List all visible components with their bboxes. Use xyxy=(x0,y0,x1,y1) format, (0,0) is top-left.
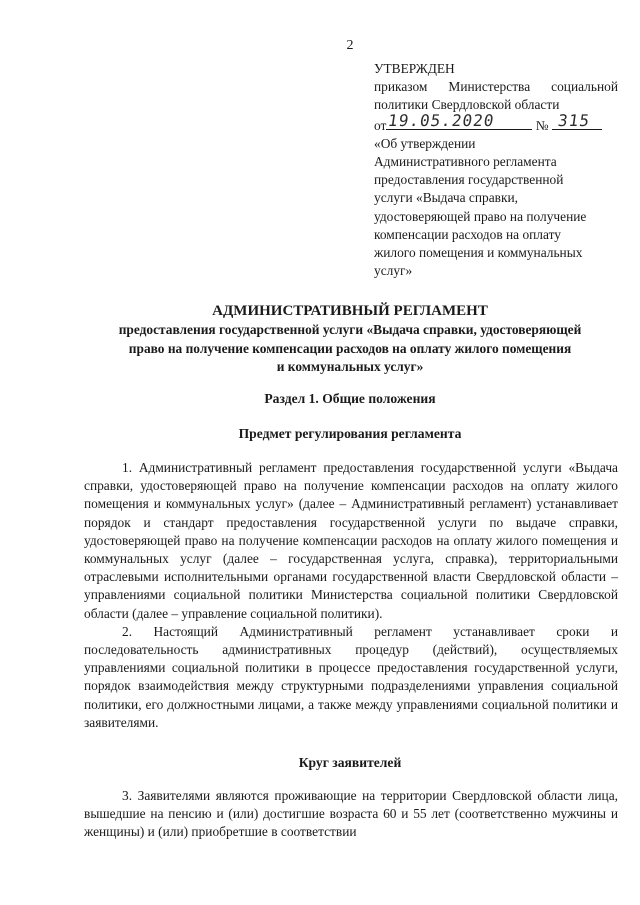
approval-block xyxy=(374,60,618,280)
approval-quote-line: Административного регламента xyxy=(374,154,557,170)
section-heading: Раздел 1. Общие положения xyxy=(264,391,436,406)
approval-quote-line: услуги «Выдача справки, xyxy=(374,190,518,206)
approval-quote-line: удостоверяющей право на получение xyxy=(374,208,587,224)
applicants-heading: Круг заявителей xyxy=(298,755,402,770)
subtitle-line: предоставления государственной услуги «Выдача справки, удостоверяющей xyxy=(118,322,582,337)
approval-quote-line: «Об утверждении xyxy=(374,135,476,151)
approval-quote-line: компенсации расходов на оплату xyxy=(374,226,561,242)
paragraph-3: 3. Заявителями являются проживающие на территории Свердловской области лица, вышедшие на пенсию и (или) достигшие возраста 60 и 55 лет (соответственно мужчины и женщины) и (или) приобретшие в соответствии xyxy=(84,788,618,840)
paragraph-2: 2. Настоящий Административный регламент устанавливает сроки и последовательность административных процедур (действий), осуществляемых управлениями социальной политики в процессе предоставления государственной услуги, порядок взаимодействия между структурными подразделениями управления социальной политики, его должностными лицами, а также между управлениями социальной политики и заявителями. xyxy=(84,623,618,730)
document-subtitle xyxy=(80,321,620,377)
approval-quote-line: жилого помещения и коммунальных xyxy=(374,245,583,261)
applicants-paragraphs xyxy=(84,787,618,842)
approval-date-number-line xyxy=(374,111,618,135)
approval-line-1: приказом Министерства социальной xyxy=(374,79,618,95)
paragraph-1: 1. Административный регламент предоставления государственной услуги «Выдача справки, удостоверяющей право на получение компенсации расходов на оплату жилого помещения и коммунальных услуг» (далее – Административный регламент) устанавливает порядок и стандарт предоставления государственной услуги по выдаче справки, удостоверяющей право на получение компенсации расходов на оплату жилого помещения и коммунальных услуг (далее – государственная услуга, справка), территориальными отраслевыми исполнительными органами государственной власти Свердловской области – управлениями социальной политики Министерства социальной политики Свердловской области (далее – управление социальной политики). xyxy=(84,460,618,621)
handwritten-date-field xyxy=(386,111,532,131)
approval-heading: УТВЕРЖДЕН xyxy=(374,61,455,76)
approval-number-sign: № xyxy=(535,117,549,133)
approval-quote-line: услуг» xyxy=(374,263,413,279)
subtitle-line: право на получение компенсации расходов на оплату жилого помещения xyxy=(128,340,572,356)
approval-from-prefix: от xyxy=(374,117,387,133)
handwritten-number: 315 xyxy=(556,111,592,131)
subtitle-line: и коммунальных услуг» xyxy=(276,359,424,374)
handwritten-date: 19.05.2020 xyxy=(387,111,497,131)
approval-quote-line: предоставления государственной xyxy=(374,172,564,188)
subject-heading: Предмет регулирования регламента xyxy=(238,426,462,441)
approval-line-2: политики Свердловской области xyxy=(374,97,560,113)
subject-paragraphs xyxy=(84,459,618,732)
document-title: АДМИНИСТРАТИВНЫЙ РЕГЛАМЕНТ xyxy=(212,303,488,319)
page-number: 2 xyxy=(346,38,354,53)
handwritten-number-field xyxy=(552,111,602,131)
